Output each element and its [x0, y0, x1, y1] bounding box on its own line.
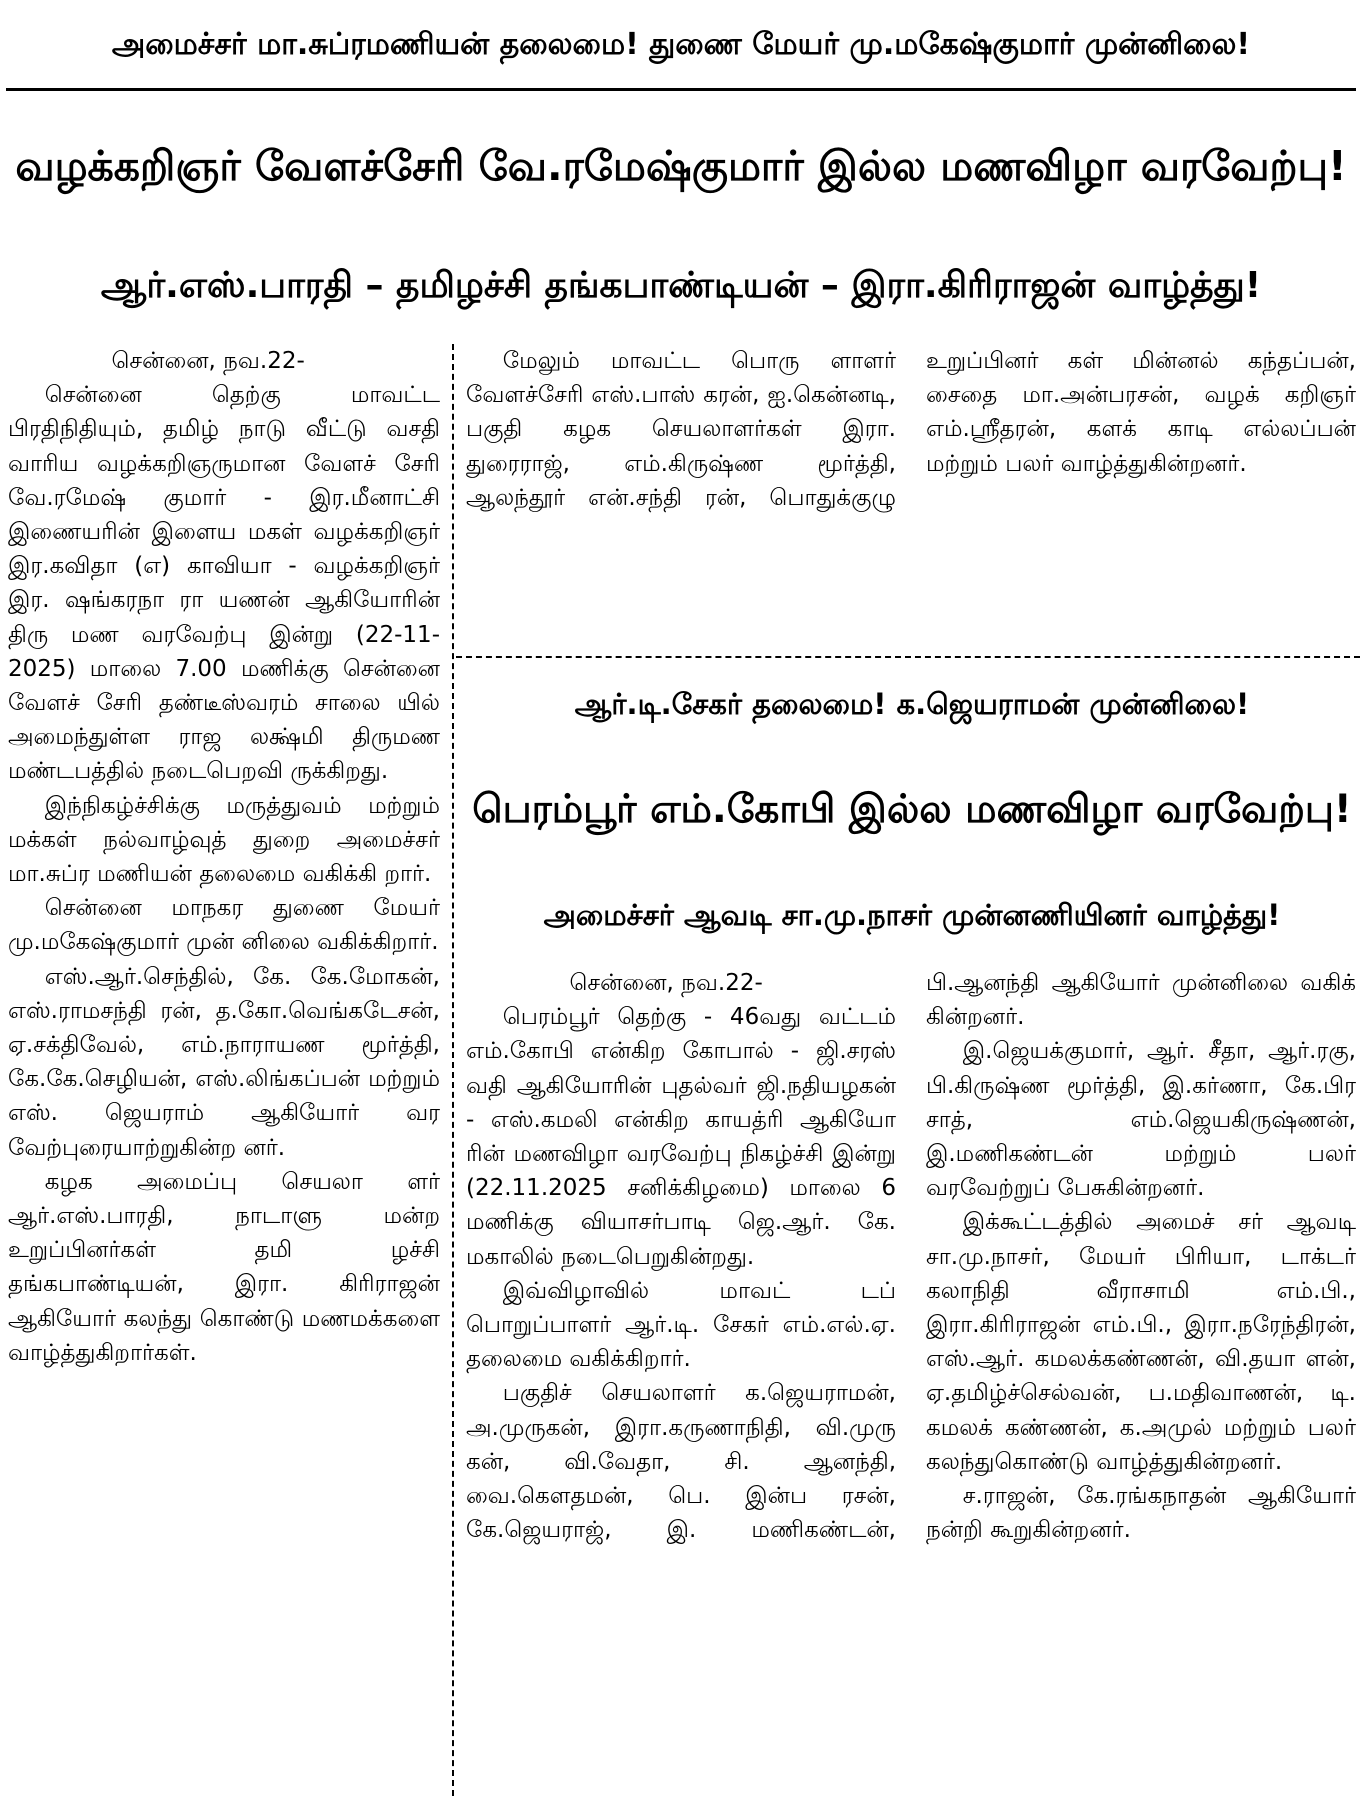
article1-paragraph: சென்னை மாநகர துணை மேயர் மு.மகேஷ்குமார் முன் னிலை வகிக்கிறார். — [8, 895, 440, 956]
article1-dateline: சென்னை, நவ.22- — [111, 348, 305, 374]
article2-body — [466, 966, 1356, 1796]
article1-subheadline: ஆர்.எஸ்.பாரதி – தமிழச்சி தங்கபாண்டியன் – இரா.கிரிராஜன் வாழ்த்து! — [100, 265, 1262, 306]
article2-paragraph: இவ்விழாவில் மாவட் டப் பொறுப்பாளர் ஆர்.டி. சேகர் எம்.எல்.ஏ. தலைமை வகிக்கிறார். — [466, 1277, 896, 1373]
article2-headline: பெரம்பூர் எம்.கோபி இல்ல மணவிழா வரவேற்பு! — [472, 787, 1352, 832]
article1-headline: வழக்கறிஞர் வேளச்சேரி வே.ரமேஷ்குமார் இல்ல மணவிழா வரவேற்பு! — [15, 142, 1347, 190]
article2-dateline: சென்னை, நவ.22- — [569, 970, 763, 996]
article-separator — [456, 656, 1360, 658]
article1-paragraph: இந்நிகழ்ச்சிக்கு மருத்துவம் மற்றும் மக்கள் நல்வாழ்வுத் துறை அமைச்சர் மா.சுப்ர மணியன் தலைமை வகிக்கி றார். — [8, 792, 440, 888]
column-separator — [452, 344, 454, 1796]
article2-paragraph: இ.ஜெயக்குமார், ஆர். சீதா, ஆர்.ரகு, பி.கிருஷ்ண மூர்த்தி, இ.கர்ணா, கே.பிர சாத், எம்.ஜெயகிருஷ்ணன், இ.மணிகண்டன் மற்றும் பலர் வரவேற்றுப் பேசுகின்றனர். — [926, 1038, 1356, 1202]
article2-paragraph: இக்கூட்டத்தில் அமைச் சர் ஆவடி சா.மு.நாசர், மேயர் பிரியா, டாக்டர் கலாநிதி வீராசாமி எம்.பி., இரா.கிரிராஜன் எம்.பி., இரா.நரேந்திரன், எஸ்.ஆர். கமலக்கண்ணன், வி.தயா ளன், ஏ.தமிழ்ச்செல்வன், ப.மதிவாணன், டி. கமலக் கண்ணன், க.அமுல் மற்றும் பலர் கலந்துகொண்டு வாழ்த்துகின்றனர். — [926, 1209, 1356, 1475]
article2-paragraph: பகுதிச் செயலாளர் க.ஜெயராமன், அ.முருகன், இரா.கருணாநிதி, வி.முரு கன், வி.வேதா, சி. ஆனந்தி, வை.கௌதமன், பெ. இன்ப ரசன், கே.ஜெயராஜ், இ. மணிகண்டன், பி.ஆனந்தி ஆகியோர் முன்னிலை வகிக் கின்றனர். — [466, 970, 1356, 1544]
article2-paragraph: ச.ராஜன், கே.ரங்கநாதன் ஆகியோர் நன்றி கூறுகின்றனர். — [926, 1483, 1356, 1544]
article1-paragraph: கழக அமைப்பு செயலா ளர் ஆர்.எஸ்.பாரதி, நாடாளு மன்ற உறுப்பினர்கள் தமி ழச்சி தங்கபாண்டியன், இரா. கிரிராஜன் ஆகியோர் கலந்து கொண்டு மணமக்களை வாழ்த்துகிறார்கள். — [8, 1168, 440, 1366]
article1-paragraph: மேலும் மாவட்ட பொரு ளாளர் வேளச்சேரி எஸ்.பாஸ் கரன், ஐ.கென்னடி, பகுதி கழக செயலாளர்கள் இரா. துரைராஜ், எம்.கிருஷ்ண மூர்த்தி, ஆலந்தூர் என்.சந்தி ரன், பொதுக்குழு உறுப்பினர் கள் மின்னல் கந்தப்பன், சைதை மா.அன்பரசன், வழக் கறிஞர் எம்.ஸ்ரீதரன், களக் காடி எல்லப்பன் மற்றும் பலர் வாழ்த்துகின்றனர். — [466, 348, 1356, 511]
article2-paragraph: பெரம்பூர் தெற்கு - 46வது வட்டம் எம்.கோபி என்கிற கோபால் - ஜி.சரஸ் வதி ஆகியோரின் புதல்வர் ஜி.நதியழகன் - எஸ்.கமலி என்கிற காயத்ரி ஆகியோ ரின் மணவிழா வரவேற்பு நிகழ்ச்சி இன்று (22.11.2025 சனிக்கிழமை) மாலை 6 மணிக்கு வியாசர்பாடி ஜெ.ஆர். கே. மகாலில் நடைபெறுகின்றது. — [466, 1004, 896, 1270]
article1-paragraph: சென்னை தெற்கு மாவட்ட பிரதிநிதியும், தமிழ் நாடு வீட்டு வசதி வாரிய வழக்கறிஞருமான வேளச் சேரி வே.ரமேஷ் குமார் - இர.மீனாட்சி இணையரின் இளைய மகள் வழக்கறிஞர் இர.கவிதா (எ) காவியா - வழக்கறிஞர் இர. ஷங்கரநா ரா யணன் ஆகியோரின் திரு மண வரவேற்பு இன்று (22-11-2025) மாலை 7.00 மணிக்கு சென்னை வேளச் சேரி தண்டீஸ்வரம் சாலை யில் அமைந்துள்ள ராஜ லக்ஷ்மி திருமண மண்டபத்தில் நடைபெறவி ருக்கிறது. — [8, 382, 440, 785]
article1-kicker: அமைச்சர் மா.சுப்ரமணியன் தலைமை! துணை மேயர் மு.மகேஷ்குமார் முன்னிலை! — [6, 4, 1356, 91]
article1-column-2-3 — [466, 344, 1356, 644]
article2-subheadline: அமைச்சர் ஆவடி சா.மு.நாசர் முன்னணியினர் வாழ்த்து! — [543, 898, 1281, 932]
article1-paragraph: எஸ்.ஆர்.செந்தில், கே. கே.மோகன், எஸ்.ராமசந்தி ரன், த.கோ.வெங்கடேசன், ஏ.சக்திவேல், எம்.நாராயண மூர்த்தி, கே.கே.செழியன், எஸ்.லிங்கப்பன் மற்றும் எஸ். ஜெயராம் ஆகியோர் வர வேற்புரையாற்றுகின்ற னர். — [8, 963, 440, 1161]
article2-kicker: ஆர்.டி.சேகர் தலைமை! க.ஜெயராமன் முன்னிலை! — [574, 687, 1250, 721]
article1-column-1 — [8, 344, 440, 1794]
